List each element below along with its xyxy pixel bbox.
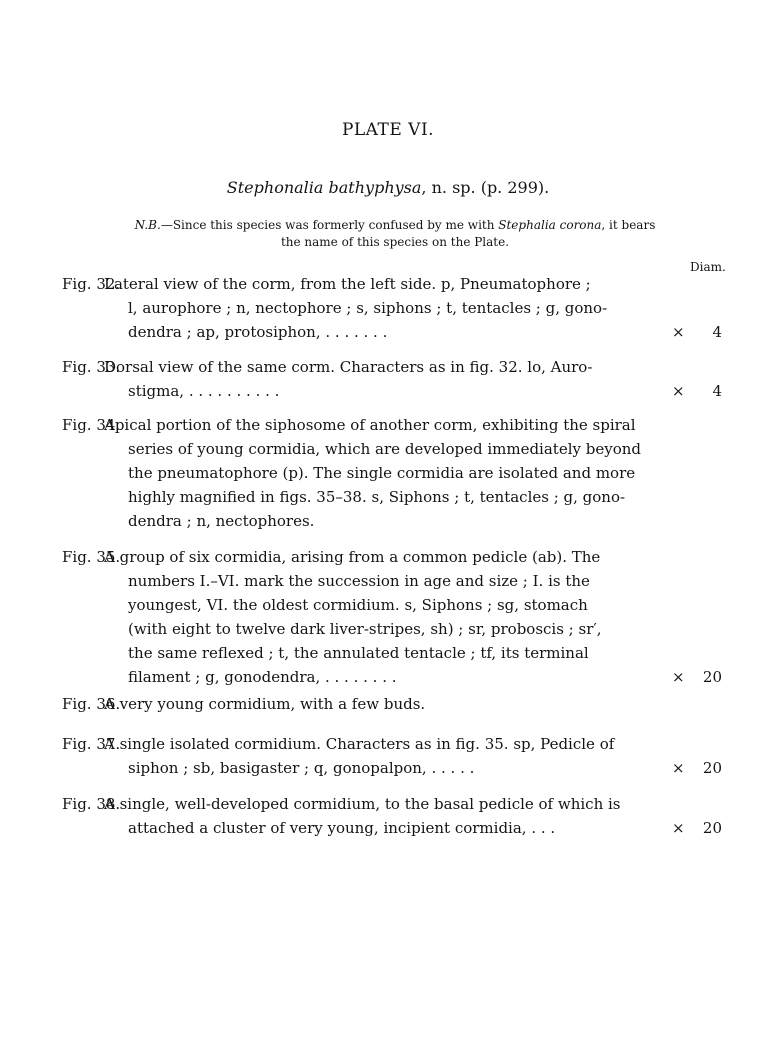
times-sign: × (672, 323, 685, 341)
caption-line: Dorsal view of the same corm. Characters as in fig. 32. lo, Auro- (104, 358, 593, 376)
figure-number: Fig. 37. (62, 735, 121, 753)
figure-entry (62, 355, 722, 403)
caption-line: numbers I.–VI. mark the succession in age and size ; I. is the (128, 572, 590, 590)
magnification-factor: 20 (702, 759, 722, 777)
nb-note (130, 217, 660, 251)
figure-caption (104, 792, 658, 840)
caption-line: youngest, VI. the oldest cormidium. s, Siphons ; sg, stomach (128, 596, 588, 614)
magnification-factor: 20 (702, 668, 722, 686)
magnification (672, 379, 722, 403)
magnification-factor: 4 (712, 382, 722, 400)
magnification (672, 665, 722, 689)
magnification (672, 320, 722, 344)
figure-entry (62, 413, 722, 533)
caption-line: l, aurophore ; n, nectophore ; s, siphons ; t, tentacles ; g, gono- (128, 299, 608, 317)
times-sign: × (672, 668, 685, 686)
caption-line: dendra ; ap, protosiphon, . . . . . . . (128, 323, 388, 341)
caption-line: A very young cormidium, with a few buds. (104, 695, 426, 713)
figure-entry (62, 692, 722, 716)
figure-number: Fig. 32. (62, 275, 121, 293)
species-suffix: , n. sp. (p. 299). (421, 178, 550, 197)
species-heading (0, 178, 776, 197)
caption-line: siphon ; sb, basigaster ; q, gonopalpon, . . . . . (128, 759, 475, 777)
species-name: Stephonalia bathyphysa (226, 178, 422, 197)
figure-caption (104, 545, 658, 689)
magnification-factor: 4 (712, 323, 722, 341)
figure-caption (104, 692, 658, 716)
nb-label: N.B. (134, 218, 161, 232)
caption-line: (with eight to twelve dark liver-stripes, sh) ; sr, proboscis ; sr′, (128, 620, 602, 638)
figure-entry (62, 732, 722, 780)
nb-text-2: , it bears the name of this species on the Plate. (280, 218, 656, 249)
times-sign: × (672, 819, 685, 837)
times-sign: × (672, 759, 685, 777)
caption-line: highly magnified in figs. 35–38. s, Siphons ; t, tentacles ; g, gono- (128, 488, 626, 506)
caption-line: attached a cluster of very young, incipient cormidia, . . . (128, 819, 556, 837)
caption-line: the same reflexed ; t, the annulated tentacle ; tf, its terminal (128, 644, 589, 662)
nb-species: Stephalia corona (498, 218, 602, 232)
magnification (672, 816, 722, 840)
figure-caption (104, 413, 658, 533)
figure-caption (104, 355, 658, 403)
figure-number: Fig. 33. (62, 358, 121, 376)
figure-number: Fig. 34. (62, 416, 121, 434)
caption-line: A single isolated cormidium. Characters as in fig. 35. sp, Pedicle of (104, 735, 615, 753)
caption-line: the pneumatophore (p). The single cormidia are isolated and more (128, 464, 636, 482)
figure-number: Fig. 38. (62, 795, 121, 813)
caption-line: dendra ; n, nectophores. (128, 512, 315, 530)
figure-entry (62, 545, 722, 689)
caption-line: filament ; g, gonodendra, . . . . . . . . (128, 668, 397, 686)
diam-column-label: Diam. (690, 260, 726, 274)
figure-caption (104, 272, 658, 344)
figure-number: Fig. 35. (62, 548, 121, 566)
nb-text-1: —Since this species was formerly confused by me with (160, 218, 499, 232)
caption-line: Apical portion of the siphosome of another corm, exhibiting the spiral (104, 416, 636, 434)
figure-entry (62, 792, 722, 840)
magnification (672, 756, 722, 780)
caption-line: stigma, . . . . . . . . . . (128, 382, 280, 400)
figure-caption (104, 732, 658, 780)
figure-number: Fig. 36. (62, 695, 121, 713)
times-sign: × (672, 382, 685, 400)
magnification-factor: 20 (702, 819, 722, 837)
caption-line: A group of six cormidia, arising from a common pedicle (ab). The (104, 548, 601, 566)
caption-line: Lateral view of the corm, from the left side. p, Pneumatophore ; (104, 275, 591, 293)
figure-entry (62, 272, 722, 344)
caption-line: series of young cormidia, which are developed immediately beyond (128, 440, 641, 458)
plate-title: PLATE VI. (341, 120, 435, 140)
caption-line: A single, well-developed cormidium, to the basal pedicle of which is (104, 795, 621, 813)
